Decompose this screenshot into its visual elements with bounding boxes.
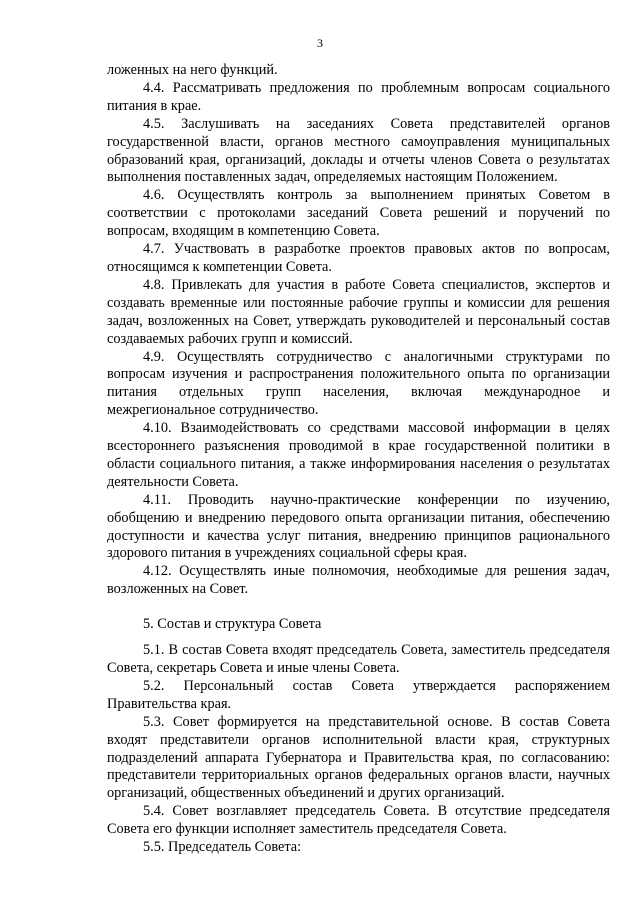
paragraph-4-6: 4.6. Осуществлять контроль за выполнением принятых Советом в соответствии с протоколами заседаний Совета решений и поручений по вопросам, входящим в компетенцию Совета. bbox=[107, 187, 610, 240]
paragraph-5-3: 5.3. Совет формируется на представительной основе. В состав Совета входят представители органов исполнительной власти края, структурных подразделений аппарата Губернатора и Правительства края, по согласованию: представители территориальных органов федеральных органов власти, научных организаций, общественных объединений и других организаций. bbox=[107, 713, 610, 802]
document-body bbox=[107, 62, 610, 857]
page-number: 3 bbox=[317, 36, 323, 50]
paragraph-4-4: 4.4. Рассматривать предложения по проблемным вопросам социального питания в крае. bbox=[107, 79, 610, 114]
paragraph-5-2: 5.2. Персональный состав Совета утверждается распоряжением Правительства края. bbox=[107, 677, 610, 712]
paragraph-5-1: 5.1. В состав Совета входят председатель Совета, заместитель председателя Совета, секретарь Совета и иные члены Совета. bbox=[107, 642, 610, 676]
paragraph-4-9: 4.9. Осуществлять сотрудничество с аналогичными структурами по вопросам изучения и распространения положительного опыта по организации питания отдельных групп населения, включая международное и межрегиональное сотрудничество. bbox=[107, 348, 610, 419]
paragraph-5-4: 5.4. Совет возглавляет председатель Совета. В отсутствие председателя Совета его функции исполняет заместитель председателя Совета. bbox=[107, 803, 610, 838]
paragraph-4-7: 4.7. Участвовать в разработке проектов правовых актов по вопросам, относящимся к компетенции Совета. bbox=[107, 241, 610, 275]
section-heading: 5. Состав и структура Совета bbox=[143, 616, 322, 633]
paragraph-4-11: 4.11. Проводить научно-практические конференции по изучению, обобщению и внедрению передового опыта организации питания, обеспечению доступности и качества услуг питания, внедрению принципов рационального здорового питания в учреждениях социальной сферы края. bbox=[107, 491, 610, 562]
paragraph-4-5: 4.5. Заслушивать на заседаниях Совета представителей органов государственной власти, органов местного самоуправления муниципальных образований края, организаций, доклады и отчеты членов Совета о результатах выполнения поставленных задач, определяемых настоящим Положением. bbox=[107, 115, 610, 186]
paragraph-4-8: 4.8. Привлекать для участия в работе Совета специалистов, экспертов и создавать временные или постоянные рабочие группы и комиссии для решения задач, возложенных на Совет, утверждать руководителей и персональный состав создаваемых рабочих групп и комиссий. bbox=[107, 276, 610, 347]
paragraph-5-5: 5.5. Председатель Совета: bbox=[143, 839, 302, 856]
paragraph-4-10: 4.10. Взаимодействовать со средствами массовой информации в целях всестороннего разъяснения проводимой в крае государственной политики в области социального питания, а также информирования населения о результатах деятельности Совета. bbox=[107, 420, 610, 490]
paragraph: ложенных на него функций. bbox=[107, 62, 278, 78]
paragraph-4-12: 4.12. Осуществлять иные полномочия, необходимые для решения задач, возложенных на Совет. bbox=[107, 563, 610, 598]
section-gap bbox=[107, 634, 610, 642]
